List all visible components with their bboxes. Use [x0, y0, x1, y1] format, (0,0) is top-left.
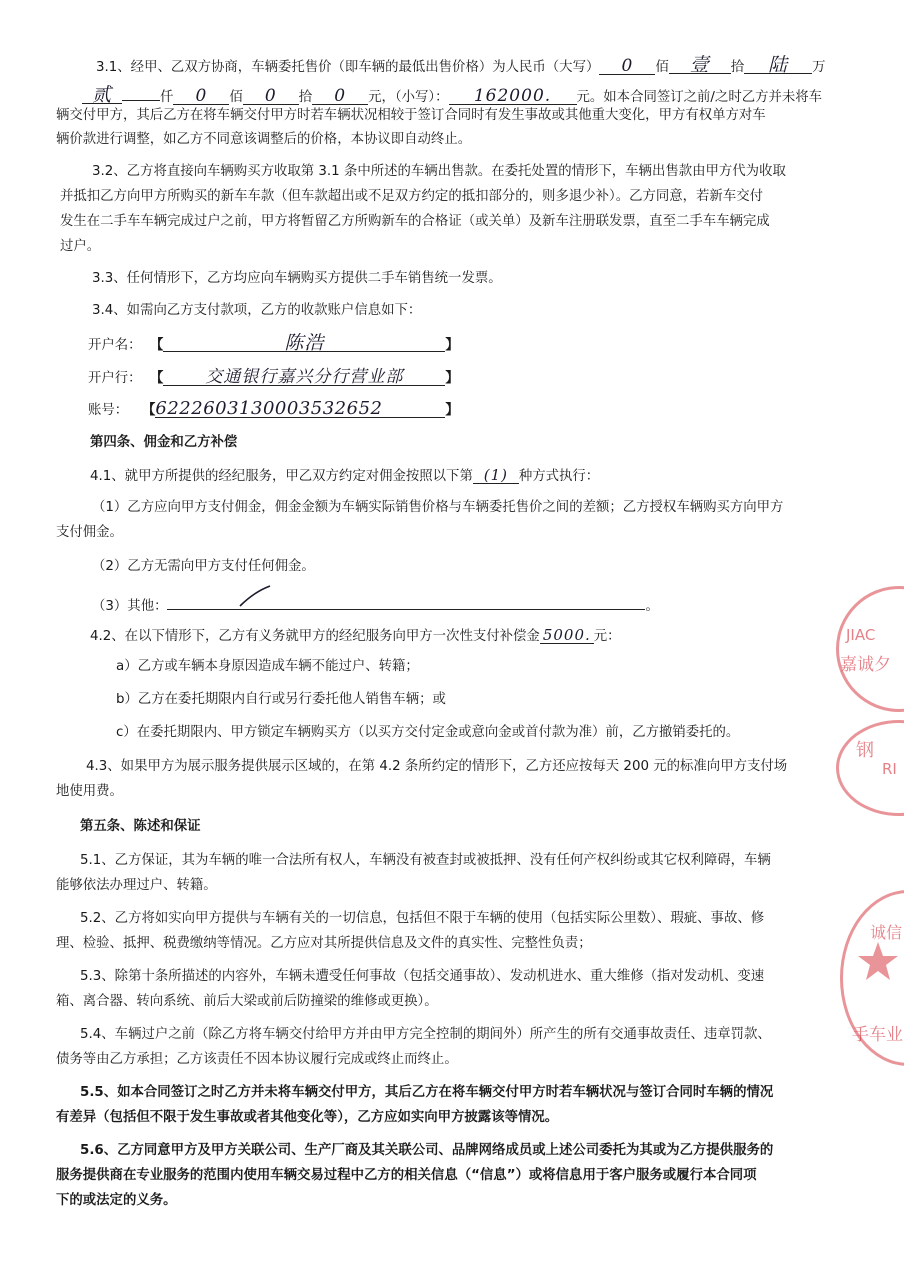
seal-text-top-1: JIAC [846, 626, 876, 644]
handwritten-shi-wan: 壹 [689, 54, 710, 76]
close-bracket: 】 [445, 371, 459, 386]
clause-5-6-line-1: 5.6、乙方同意甲方及甲方关联公司、生产厂商及其关联公司、品牌网络成员或上述公司委托为其或为乙方提供服务的 [80, 1143, 774, 1158]
unit-bai-2: 佰 [229, 90, 243, 105]
handwritten-bai-wan: 0 [621, 56, 634, 76]
item-b: b）乙方在委托期限内自行或另行委托他人销售车辆；或 [116, 692, 446, 707]
unit-bai: 佰 [655, 60, 669, 75]
handwritten-shi: 0 [264, 86, 277, 106]
clause-3-2-line-3: 发生在二手车车辆完成过户之前，甲方将暂留乙方所购新车的合格证（或关单）及新车注册联发票，直至二手车车辆完成 [60, 214, 770, 229]
account-no-row [88, 400, 459, 420]
account-name-label: 开户名： [88, 338, 142, 353]
clause-3-1-line-2 [82, 83, 822, 107]
unit-shi-2: 拾 [298, 90, 313, 105]
option-3-end: 。 [645, 599, 659, 614]
clause-3-1-line-4: 辆价款进行调整，如乙方不同意该调整后的价格，本协议即自动终止。 [56, 132, 472, 147]
clause-5-4-line-1: 5.4、车辆过户之前（除乙方将车辆交付给甲方并由甲方完全控制的期间外）所产生的所有交通事故责任、违章罚款、 [80, 1027, 771, 1042]
clause-4-1-text-a: 4.1、就甲方所提供的经纪服务，甲乙双方约定对佣金按照以下第 [90, 469, 473, 484]
clause-5-3-line-1: 5.3、除第十条所描述的内容外，车辆未遭受任何事故（包括交通事故）、发动机进水、重大维修（指对发动机、变速 [80, 969, 765, 984]
seal-text-mid-1: RI [882, 760, 897, 778]
compensation-amount-value: 5000. [542, 626, 591, 644]
handwritten-bai: 0 [195, 86, 208, 106]
commission-option-value: (1) [483, 466, 508, 484]
unit-wan: 万 [812, 60, 826, 75]
clause-4-1-text-b: 种方式执行： [518, 469, 600, 484]
clause-3-3: 3.3、任何情形下，乙方均应向车辆购买方提供二手车销售统一发票。 [92, 271, 502, 286]
clause-5-3-line-2: 箱、离合器、转向系统、前后大梁或前后防撞梁的维修或更换）。 [56, 994, 438, 1009]
unit-yuan-small: 元，（小写）： [368, 90, 449, 105]
clause-3-1-prefix: 3.1、经甲、乙双方协商，车辆委托售价（即车辆的最低出售价格）为人民币（大写） [96, 60, 600, 75]
option-3-label: （3）其他： [92, 599, 168, 614]
clause-4-3-line-1: 4.3、如果甲方为展示服务提供展示区域的，在第 4.2 条所约定的情形下，乙方还应按每天 200 元的标准向甲方支付场 [86, 759, 788, 774]
clause-5-4-line-2: 债务等由乙方承担；乙方该责任不因本协议履行完成或终止而终止。 [56, 1052, 458, 1067]
item-c: c）在委托期限内、甲方锁定车辆购买方（以买方交付定金或意向金或首付款为准）前，乙方撤销委托的。 [116, 725, 740, 740]
option-1-line-1: （1）乙方应向甲方支付佣金，佣金金额为车辆实际销售价格与车辆委托售价之间的差额；乙方授权车辆购买方向甲方 [92, 500, 784, 515]
handwritten-wan: 陆 [768, 54, 789, 76]
clause-5-6-line-3: 下的或法定的义务。 [56, 1193, 177, 1208]
handwritten-amount-small: 162000. [473, 86, 552, 106]
handwritten-qian: 贰 [91, 84, 112, 106]
option-2: （2）乙方无需向甲方支付任何佣金。 [92, 559, 315, 574]
clause-3-2-line-2: 并抵扣乙方向甲方所购买的新车车款（但车款超出或不足双方约定的抵扣部分的，则多退少补）。乙方同意，若新车交付 [60, 189, 763, 204]
account-no-value: 6222603130003532652 [155, 398, 383, 419]
account-no-label: 账号： [88, 403, 129, 418]
open-bracket: 【 [142, 403, 156, 418]
account-bank-label: 开户行： [88, 371, 142, 386]
clause-3-4: 3.4、如需向乙方支付款项，乙方的收款账户信息如下： [92, 303, 422, 318]
clause-5-1-line-2: 能够依法办理过户、转籍。 [56, 878, 217, 893]
handwritten-yuan: 0 [334, 86, 347, 106]
article-4-title: 第四条、佣金和乙方补偿 [90, 435, 238, 450]
option-1-line-2: 支付佣金。 [56, 525, 123, 540]
unit-shi: 拾 [730, 60, 745, 75]
clause-5-5-line-1: 5.5、如本合同签订之时乙方并未将车辆交付甲方，其后乙方在将车辆交付甲方时若车辆状况与签订合同时车辆的情况 [80, 1085, 774, 1100]
clause-5-6-line-2: 服务提供商在专业服务的范围内使用车辆交易过程中乙方的相关信息（“信息”）或将信息用于客户服务或履行本合同项 [56, 1168, 757, 1183]
item-a: a）乙方或车辆本身原因造成车辆不能过户、转籍； [116, 659, 419, 674]
account-name-row [88, 334, 459, 355]
account-bank-value: 交通银行嘉兴分行营业部 [205, 367, 404, 387]
strike-slash-mark [236, 582, 276, 610]
seal-text-low-2: 手车业 [852, 1025, 903, 1045]
clause-3-1-line-1 [96, 56, 826, 77]
clause-5-5-line-2: 有差异（包括但不限于发生事故或者其他变化等），乙方应如实向甲方披露该等情况。 [56, 1110, 559, 1125]
clause-3-2-line-4: 过户。 [60, 239, 101, 254]
seal-star-icon [856, 940, 900, 984]
clause-4-3-line-2: 地使用费。 [56, 784, 123, 799]
account-bank-row [88, 368, 459, 388]
unit-qian: 仟 [160, 90, 174, 105]
clause-5-2-line-1: 5.2、乙方将如实向甲方提供与车辆有关的一切信息，包括但不限于车辆的使用（包括实际公里数）、瑕疵、事故、修 [80, 911, 765, 926]
close-bracket: 】 [445, 403, 459, 418]
option-3 [92, 592, 659, 616]
company-seal-top [836, 586, 904, 712]
clause-4-2-text-a: 4.2、在以下情形下，乙方有义务就甲方的经纪服务向甲方一次性支付补偿金 [90, 629, 540, 644]
clause-3-2-line-1: 3.2、乙方将直接向车辆购买方收取第 3.1 条中所述的车辆出售款。在委托处置的情形下，车辆出售款由甲方代为收取 [92, 164, 786, 179]
seal-text-top-2: 嘉诚夕 [840, 655, 891, 675]
close-bracket: 】 [445, 338, 459, 353]
account-name-value: 陈浩 [284, 332, 325, 354]
seal-text-mid-2: 钢 [856, 740, 874, 761]
clause-4-1 [90, 466, 599, 486]
clause-4-2 [90, 626, 621, 646]
clause-4-2-text-b: 元： [593, 629, 621, 644]
clause-3-1-line-3: 辆交付甲方，其后乙方在将车辆交付甲方时若车辆状况相较于签订合同时有发生事故或其他重大变化，甲方有权单方对车 [56, 108, 766, 123]
article-5-title: 第五条、陈述和保证 [80, 819, 201, 834]
clause-5-2-line-2: 理、检验、抵押、税费缴纳等情况。乙方应对其所提供信息及文件的真实性、完整性负责； [56, 936, 592, 951]
clause-5-1-line-1: 5.1、乙方保证，其为车辆的唯一合法所有权人，车辆没有被查封或被抵押、没有任何产权纠纷或其它权利障碍，车辆 [80, 853, 771, 868]
seal-text-low-1: 诚信 [870, 923, 903, 942]
open-bracket: 【 [150, 338, 164, 353]
clause-3-1-suffix: 元。如本合同签订之前/之时乙方并未将车 [576, 90, 823, 105]
open-bracket: 【 [150, 371, 164, 386]
